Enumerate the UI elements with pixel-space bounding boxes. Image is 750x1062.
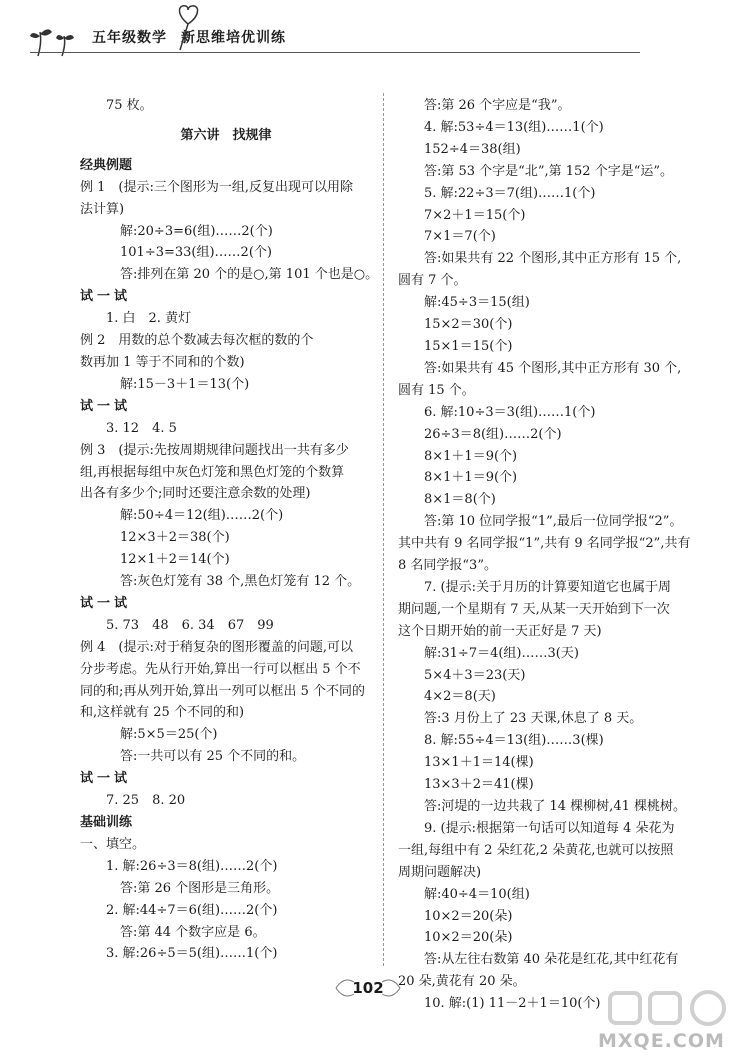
text-line: 答:第 26 个图形是三角形。 (120, 880, 280, 896)
text-line: 组,再根据每组中灰色灯笼和黑色灯笼的个数算 (80, 464, 345, 480)
text-line: 答:河堤的一边共栽了 14 棵柳树,41 棵桃树。 (424, 799, 686, 814)
text-line: 答:第 53 个字是“北”,第 152 个字是“运”。 (424, 163, 673, 179)
text-line: 解:45÷3＝15(组) (424, 295, 530, 311)
try-heading: 试一试 (80, 595, 132, 611)
text-line: 26÷3＝8(组)……2(个) (424, 426, 562, 442)
text-line: 75 枚。 (106, 98, 153, 113)
text-line: 8×1＋1＝9(个) (424, 470, 518, 486)
header-title-series: 新思维培优训练 (181, 30, 286, 46)
sprout-icon (28, 22, 88, 62)
try-heading: 试一试 (80, 771, 132, 787)
text-line: 10×2＝20(朵) (424, 908, 513, 924)
text-line: 答:如果共有 22 个图形,其中正方形有 15 个, (424, 251, 682, 267)
text-line: 解:40÷4＝10(组) (424, 886, 530, 902)
text-line: 13×1＋1＝14(棵) (424, 755, 534, 771)
text-line: 答:3 月份上了 23 天课,休息了 8 天。 (424, 711, 643, 727)
text-line: 4. 解:53÷4＝13(组)……1(个) (424, 119, 604, 135)
text-line: 一、填空。 (80, 836, 146, 852)
try-heading: 试一试 (80, 289, 132, 305)
text-line: 答:第 10 位同学报“1”,最后一位同学报“2”。 (424, 514, 683, 530)
text-line: 5. 解:22÷3＝7(组)……1(个) (424, 185, 596, 201)
text-line: 分步考虑。先从行开始,算出一行可以框出 5 个不 (80, 661, 361, 677)
text-line: 20 朵,黄花有 20 朵。 (398, 974, 526, 990)
section-heading: 基础训练 (80, 815, 133, 830)
text-line: 8×1＋1＝9(个) (424, 448, 518, 464)
text-line: 1. 解:26÷3＝8(组)……2(个) (106, 858, 278, 874)
text-line: 解:15－3＋1＝13(个) (120, 376, 250, 392)
text-line: 解:20÷3=6(组)……2(个) (120, 223, 273, 239)
text-line: 法计算) (80, 201, 125, 217)
text-line: 10×2＝20(朵) (424, 930, 513, 946)
text-line: 和,这样就有 25 个不同的和) (80, 705, 245, 721)
text-line: 152÷4＝38(组) (424, 141, 521, 157)
text-line: 期问题,一个星期有 7 天,从某一天开始到下一次 (398, 601, 670, 617)
text-line: 答:如果共有 45 个图形,其中正方形有 30 个, (424, 360, 682, 376)
text-line: 9. (提示:根据第一句话可以知道每 4 朵花为 (424, 820, 675, 836)
header-rule (30, 52, 640, 53)
section-heading: 经典例题 (80, 157, 133, 173)
text-line: 圆有 7 个。 (398, 273, 467, 289)
text-line: 例 1 (提示:三个图形为一组,反复出现可以用除 (80, 179, 353, 195)
header-title-grade: 五年级数学 (92, 30, 167, 46)
text-line: 6. 解:10÷3＝3(组)……1(个) (424, 404, 596, 420)
text-line: 答:一共可以有 25 个不同的和。 (120, 749, 306, 765)
text-line: 答:第 26 个字应是“我”。 (424, 98, 571, 113)
text-line: 7. (提示:关于月历的计算要知道它也属于周 (424, 579, 671, 595)
text-line: 数再加 1 等于不同和的个数) (80, 354, 245, 370)
text-line: 例 2 用数的总个数减去每次框的数的个 (80, 333, 314, 349)
text-line: 8. 解:55÷4＝13(组)……3(棵) (424, 733, 604, 749)
text-line: 3. 解:26÷5＝5(组)……1(个) (106, 946, 278, 962)
text-line: 答:排列在第 20 个的是○,第 101 个也是○。 (120, 267, 379, 283)
try-heading: 试一试 (80, 398, 132, 414)
text-line: 圆有 15 个。 (398, 382, 475, 398)
text-line: 7×2＋1＝15(个) (424, 207, 526, 223)
text-line: 答:灰色灯笼有 38 个,黑色灯笼有 12 个。 (120, 574, 361, 590)
column-divider (383, 93, 384, 966)
text-line: 周期问题解决) (398, 864, 482, 880)
page-header (0, 0, 750, 80)
text-line: 答:第 44 个数字应是 6。 (120, 924, 266, 940)
left-column (80, 95, 379, 965)
right-column (398, 95, 698, 1015)
text-line: 3. 12 4. 5 (106, 420, 177, 436)
lecture-title: 第六讲 找规律 (180, 127, 272, 143)
text-line: 2. 解:44÷7＝6(组)……2(个) (106, 902, 278, 918)
text-line: 这个日期开始的前一天正好是 7 天) (398, 623, 602, 639)
watermark-text: MXQE.COM (598, 1030, 725, 1052)
text-line: 其中共有 9 名同学报“1”,共有 9 名同学报“2”,共有 (398, 536, 691, 552)
text-line: 10. 解:(1) 11－2＋1＝10(个) (424, 996, 601, 1012)
text-line: 12×1＋2＝14(个) (120, 552, 230, 568)
text-line: 8 名同学报“3”。 (398, 558, 497, 574)
text-line: 1. 白 2. 黄灯 (106, 311, 192, 327)
text-line: 答:从左往右数第 40 朵花是红花,其中红花有 (424, 952, 679, 968)
text-line: 15×2＝30(个) (424, 317, 513, 333)
text-line: 同的和;再从列开始,算出一列可以框出 5 个不同的 (80, 683, 366, 699)
text-line: 例 4 (提示:对于稍复杂的图形覆盖的问题,可以 (80, 639, 353, 655)
text-line: 7×1＝7(个) (424, 229, 496, 245)
text-line: 例 3 (提示:先按周期规律问题找出一共有多少 (80, 442, 349, 458)
text-line: 8×1＝8(个) (424, 492, 496, 508)
text-line: 4×2＝8(天) (424, 689, 496, 705)
text-line: 一组,每组中有 2 朵红花,2 朵黄花,也就可以按照 (398, 842, 674, 858)
text-line: 7. 25 8. 20 (106, 793, 186, 809)
text-line: 解:5×5＝25(个) (120, 727, 218, 743)
text-line: 出各有多少个;同时还要注意余数的处理) (80, 486, 311, 502)
text-line: 解:31÷7＝4(组)……3(天) (424, 645, 579, 661)
heart-icon (168, 2, 208, 52)
text-line: 12×3＋2＝38(个) (120, 530, 230, 546)
page-number: 102 (352, 979, 384, 997)
text-line: 解:50÷4＝12(组)……2(个) (120, 508, 284, 524)
text-line: 13×3＋2＝41(棵) (424, 777, 534, 793)
text-line: 5×4＋3＝23(天) (424, 667, 526, 683)
text-line: 5. 73 48 6. 34 67 99 (106, 617, 274, 633)
text-line: 101÷3=33(组)……2(个) (120, 245, 272, 261)
text-line: 15×1＝15(个) (424, 338, 513, 354)
